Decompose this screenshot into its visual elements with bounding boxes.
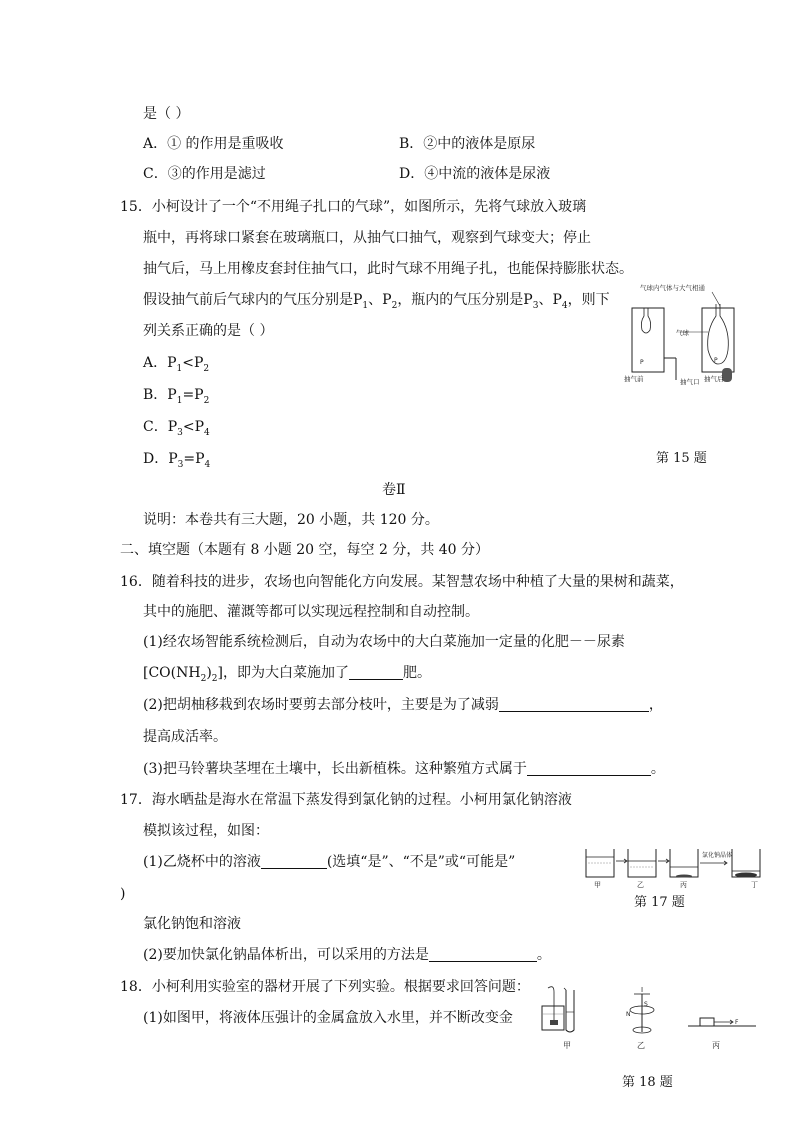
q15-option-c: C．$P_3<P_4$ [143,419,210,438]
q17-part-2: (2)要加快氯化钠晶体析出，可以采用的方法是 。 [143,947,551,963]
q17-part-1-tail: 氯化钠饱和溶液 [143,916,241,932]
q14-option-a: A．① 的作用是重吸收 [143,136,284,152]
q15-caption: 第 15 题 [656,451,707,466]
q14-option-c: C．③的作用是滤过 [143,166,266,182]
q15-fig-p-right: P [714,357,718,364]
q15-option-d: D．$P_3=P_4$ [143,451,211,470]
q18-line-1: 18．小柯利用实验室的器材开展了下列实验。根据要求回答问题： [120,979,530,995]
q15-fig-after: 抽气后 [704,375,724,383]
q18-fig-bing: 丙 [712,1041,720,1050]
q15-option-b: B．$P_1=P_2$ [143,387,210,406]
q17-blank-2[interactable] [429,947,537,962]
q15-fig-label-top: 气球内气体与大气相通 [640,284,705,292]
q14-option-b: B．②中的液体是原尿 [399,136,536,152]
q16-line-2: 其中的施肥、灌溉等都可以实现远程控制和自动控制。 [143,604,479,620]
q15-fig-p-left: P [640,359,644,366]
q15-line-1: 15．小柯设计了一个“不用绳子扎口的气球”，如图所示，先将气球放入玻璃 [120,199,587,215]
q17-part-1-close: ) [120,886,126,902]
q17-fig-jia: 甲 [594,881,601,889]
q15-line-4: 假设抽气前后气球内的气压分别是$P_1$、$P_2$，瓶内的气压分别是$P_3$、$P_4$，则下 [143,292,610,311]
q18-fig-yi: 乙 [637,1041,645,1050]
q16-part-1b: $[CO(NH_2)_2]$，即为大白菜施加了 肥。 [143,665,431,684]
q14-option-d: D．④中流的液体是尿液 [399,166,551,182]
q16-part-2b: 提高成活率。 [143,729,227,745]
q18-part-1: (1)如图甲，将液体压强计的金属盒放入水里，并不断改变金 [143,1010,513,1026]
q15-figure [620,280,740,390]
q17-caption: 第 17 题 [634,895,685,910]
q18-figure [536,984,760,1056]
q18-fig-n: N [626,1011,631,1018]
q18-caption: 第 18 题 [622,1075,673,1090]
q17-part-1: (1)乙烧杯中的溶液 (选填“是”、“不是”或“可能是” [143,854,516,870]
q17-blank-1[interactable] [261,854,327,869]
q17-fig-yi: 乙 [637,881,644,889]
q16-part-3: (3)把马铃薯块茎埋在土壤中，长出新植株。这种繁殖方式属于 。 [143,761,665,777]
q16-blank-2[interactable] [499,697,649,712]
q15-line-2: 瓶中，再将球口紧套在玻璃瓶口，从抽气口抽气，观察到气球变大；停止 [143,230,591,246]
q17-fig-bing: 丙 [680,881,687,889]
section-title: 卷Ⅱ [382,482,406,498]
section-note: 说明：本卷共有三大题，20 小题，共 120 分。 [143,512,439,528]
q18-fig-jia: 甲 [563,1041,571,1050]
q15-line-5: 列关系正确的是（ ） [143,323,274,339]
q16-blank-3[interactable] [527,761,651,776]
q16-part-1a: (1)经农场智能系统检测后，自动为农场中的大白菜施加一定量的化肥－－尿素 [143,634,625,650]
q17-fig-crystal: 氯化钠晶体 [702,852,733,859]
q15-fig-balloon: 气球 [676,329,689,337]
q16-line-1: 16．随着科技的进步，农场也向智能化方向发展。某智慧农场中种植了大量的果树和蔬菜， [120,574,684,590]
q17-line-1: 17．海水晒盐是海水在常温下蒸发得到氯化钠的过程。小柯用氯化钠溶液 [120,792,572,808]
q16-part-2a: (2)把胡柚移栽到农场时要剪去部分枝叶，主要是为了减弱 ， [143,697,663,713]
q18-fig-f: F [735,1019,739,1026]
section-heading: 二、填空题（本题有 8 小题 20 空，每空 2 分，共 40 分） [120,542,490,558]
q14-stem-tail: 是（ ） [143,106,190,122]
q16-blank-1[interactable] [349,665,403,680]
q15-fig-outlet: 抽气口 [680,378,700,386]
q18-fig-s: S [644,1001,648,1008]
q15-option-a: A．$P_1<P_2$ [143,355,210,374]
q17-fig-ding: 丁 [751,881,758,889]
q15-line-3: 抽气后，马上用橡皮套封住抽气口，此时气球不用绳子扎，也能保持膨胀状态。 [143,261,633,277]
q18-fig-i: I [641,986,644,994]
q15-fig-before: 抽气前 [624,375,644,383]
q17-line-2: 模拟该过程，如图： [143,823,269,839]
q17-figure [580,843,780,891]
